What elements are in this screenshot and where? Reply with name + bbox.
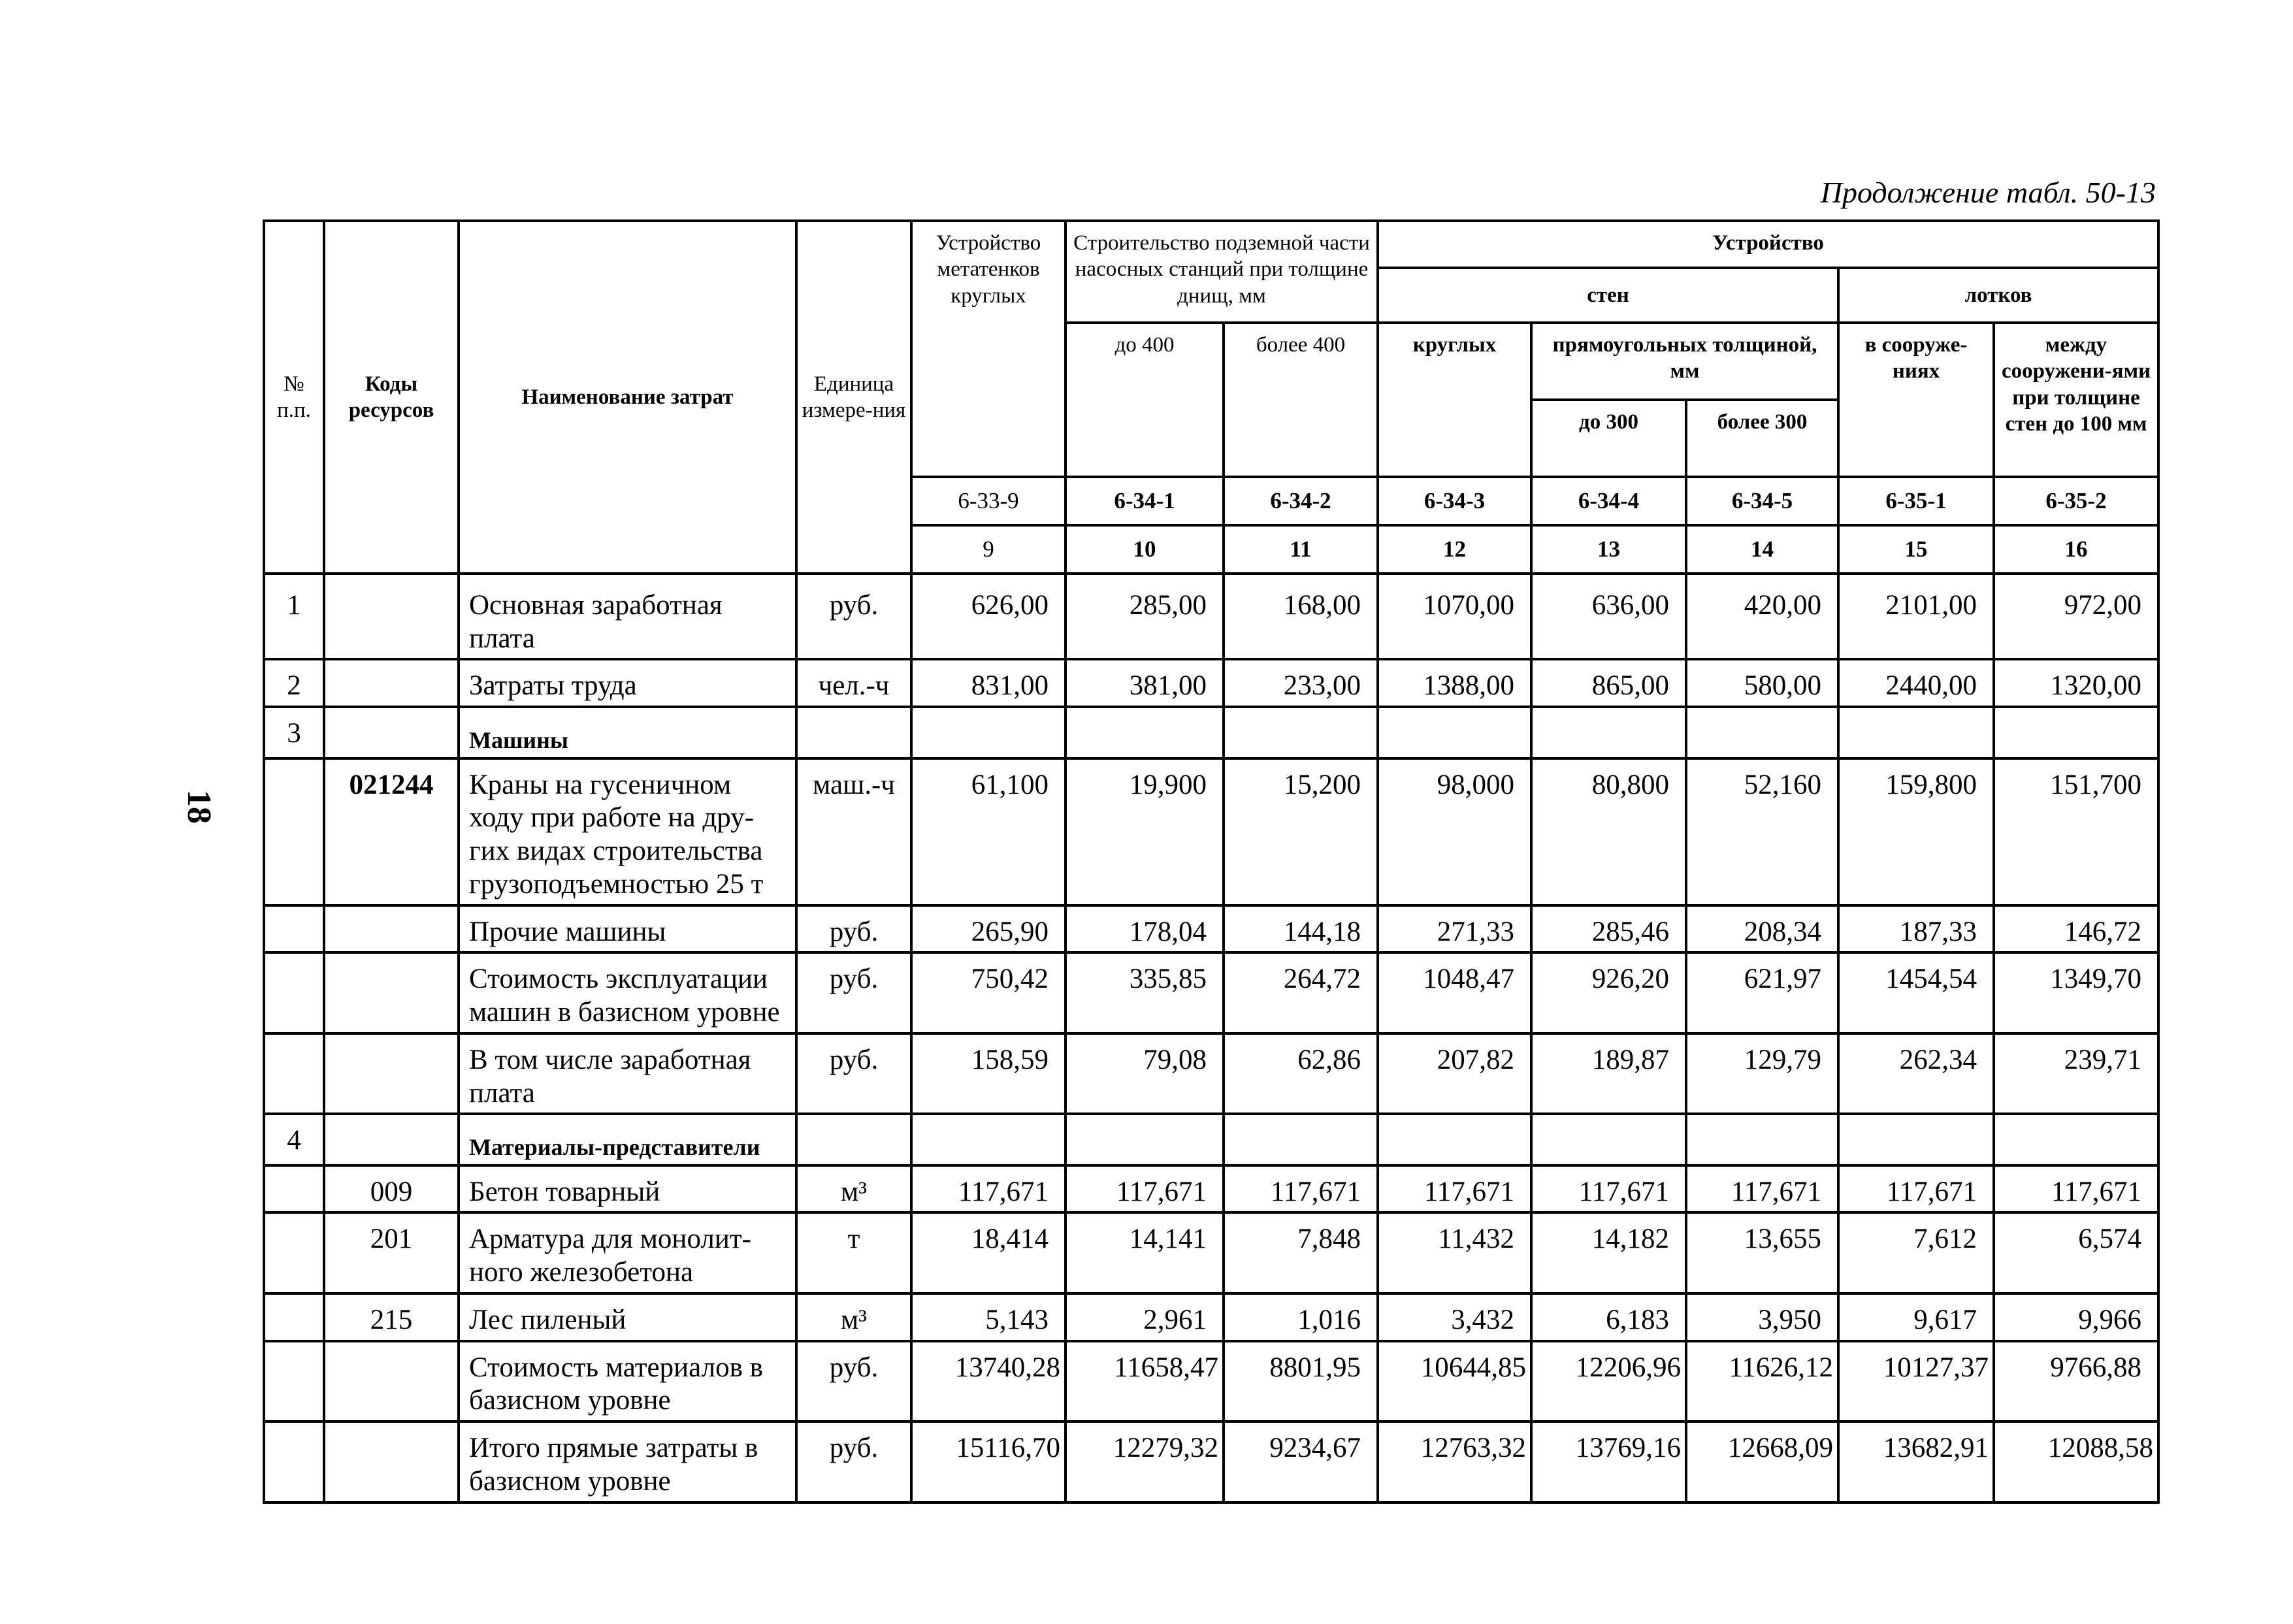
value-cell: 5,143 <box>911 1293 1065 1341</box>
value-cell <box>1378 1114 1531 1165</box>
header-g2b: более 400 <box>1224 323 1378 477</box>
value-cell: 19,900 <box>1065 758 1224 905</box>
header-code: 6-34-1 <box>1065 477 1224 525</box>
table-row <box>264 905 2158 953</box>
value-cell <box>1686 1114 1838 1165</box>
value-cell: 1320,00 <box>1994 659 2158 707</box>
header-rect-a: до 300 <box>1531 400 1686 477</box>
header-code: 6-34-2 <box>1224 477 1378 525</box>
row-number <box>264 1165 324 1213</box>
header-colnum: 11 <box>1224 525 1378 574</box>
resource-code <box>324 574 459 659</box>
header-num: № п.п. <box>264 221 324 574</box>
value-cell: 117,671 <box>1378 1165 1531 1213</box>
cost-name: Основная заработная плата <box>459 574 796 659</box>
value-cell: 15,200 <box>1224 758 1378 905</box>
header-tray-in: в сооруже-ниях <box>1838 323 1994 477</box>
cost-name: Стоимость материалов в базисном уровне <box>459 1341 796 1421</box>
value-cell: 285,46 <box>1531 905 1686 953</box>
header-colnum: 14 <box>1686 525 1838 574</box>
value-cell: 9,617 <box>1838 1293 1994 1341</box>
value-cell: 381,00 <box>1065 659 1224 707</box>
table-row <box>264 1341 2158 1421</box>
unit: м³ <box>796 1165 911 1213</box>
cost-name: Краны на гусеничном ходу при работе на дру-гих видах строительства грузоподъемностью 25 т <box>459 758 796 905</box>
value-cell <box>1686 707 1838 758</box>
value-cell <box>1531 707 1686 758</box>
value-cell: 12206,96 <box>1531 1341 1686 1421</box>
value-cell: 335,85 <box>1065 952 1224 1033</box>
value-cell: 12279,32 <box>1065 1421 1224 1502</box>
resource-code <box>324 905 459 953</box>
value-cell: 129,79 <box>1686 1033 1838 1114</box>
value-cell: 13682,91 <box>1838 1421 1994 1502</box>
unit: чел.-ч <box>796 659 911 707</box>
resource-code: 215 <box>324 1293 459 1341</box>
value-cell: 14,141 <box>1065 1212 1224 1293</box>
header-unit: Единица измере-ния <box>796 221 911 574</box>
value-cell: 168,00 <box>1224 574 1378 659</box>
value-cell: 1,016 <box>1224 1293 1378 1341</box>
row-number <box>264 758 324 905</box>
unit: маш.-ч <box>796 758 911 905</box>
value-cell: 18,414 <box>911 1212 1065 1293</box>
value-cell: 6,183 <box>1531 1293 1686 1341</box>
header-colnum: 12 <box>1378 525 1531 574</box>
value-cell: 233,00 <box>1224 659 1378 707</box>
cost-name: В том числе заработная плата <box>459 1033 796 1114</box>
value-cell: 271,33 <box>1378 905 1531 953</box>
cost-name: Материалы-представители <box>459 1114 796 1165</box>
cost-name: Итого прямые затраты в базисном уровне <box>459 1421 796 1502</box>
value-cell <box>1838 1114 1994 1165</box>
table-row <box>264 1212 2158 1293</box>
unit: т <box>796 1212 911 1293</box>
value-cell <box>1531 1114 1686 1165</box>
resource-code <box>324 1421 459 1502</box>
header-g3: Устройство <box>1378 221 2158 268</box>
value-cell: 8801,95 <box>1224 1341 1378 1421</box>
unit: м³ <box>796 1293 911 1341</box>
header-tray-between: между сооружени-ями при толщине стен до 100 мм <box>1994 323 2158 477</box>
unit <box>796 1114 911 1165</box>
value-cell: 13,655 <box>1686 1212 1838 1293</box>
table-header <box>264 221 2158 574</box>
value-cell: 98,000 <box>1378 758 1531 905</box>
header-rect-b: более 300 <box>1686 400 1838 477</box>
row-number <box>264 1341 324 1421</box>
value-cell: 79,08 <box>1065 1033 1224 1114</box>
value-cell: 6,574 <box>1994 1212 2158 1293</box>
value-cell: 9234,67 <box>1224 1421 1378 1502</box>
resource-code <box>324 659 459 707</box>
resource-code: 009 <box>324 1165 459 1213</box>
value-cell: 117,671 <box>1838 1165 1994 1213</box>
value-cell: 621,97 <box>1686 952 1838 1033</box>
value-cell: 636,00 <box>1531 574 1686 659</box>
value-cell: 61,100 <box>911 758 1065 905</box>
unit: руб. <box>796 1341 911 1421</box>
value-cell <box>1224 707 1378 758</box>
value-cell: 3,950 <box>1686 1293 1838 1341</box>
value-cell: 117,671 <box>911 1165 1065 1213</box>
value-cell: 580,00 <box>1686 659 1838 707</box>
value-cell: 117,671 <box>1065 1165 1224 1213</box>
value-cell: 1388,00 <box>1378 659 1531 707</box>
value-cell: 972,00 <box>1994 574 2158 659</box>
header-code: 6-34-3 <box>1378 477 1531 525</box>
value-cell: 146,72 <box>1994 905 2158 953</box>
value-cell <box>1065 1114 1224 1165</box>
value-cell: 1048,47 <box>1378 952 1531 1033</box>
resource-code: 201 <box>324 1212 459 1293</box>
resource-code <box>324 952 459 1033</box>
header-name: Наименование затрат <box>459 221 796 574</box>
value-cell: 12763,32 <box>1378 1421 1531 1502</box>
value-cell <box>1994 707 2158 758</box>
cost-name: Машины <box>459 707 796 758</box>
row-number <box>264 1421 324 1502</box>
value-cell <box>1994 1114 2158 1165</box>
table-row <box>264 574 2158 659</box>
value-cell <box>1224 1114 1378 1165</box>
cost-name: Прочие машины <box>459 905 796 953</box>
table-row <box>264 758 2158 905</box>
value-cell: 62,86 <box>1224 1033 1378 1114</box>
value-cell: 7,612 <box>1838 1212 1994 1293</box>
value-cell: 159,800 <box>1838 758 1994 905</box>
cost-name: Бетон товарный <box>459 1165 796 1213</box>
row-number: 1 <box>264 574 324 659</box>
value-cell: 831,00 <box>911 659 1065 707</box>
header-colnum: 13 <box>1531 525 1686 574</box>
value-cell: 117,671 <box>1531 1165 1686 1213</box>
value-cell: 1454,54 <box>1838 952 1994 1033</box>
resource-code: 021244 <box>324 758 459 905</box>
table-row <box>264 952 2158 1033</box>
value-cell: 265,90 <box>911 905 1065 953</box>
header-colnum: 16 <box>1994 525 2158 574</box>
value-cell: 117,671 <box>1224 1165 1378 1213</box>
value-cell: 13740,28 <box>911 1341 1065 1421</box>
row-number: 2 <box>264 659 324 707</box>
value-cell <box>1065 707 1224 758</box>
value-cell: 262,34 <box>1838 1033 1994 1114</box>
value-cell: 11,432 <box>1378 1212 1531 1293</box>
section-row <box>264 1114 2158 1165</box>
header-code: 6-35-2 <box>1994 477 2158 525</box>
header-code: 6-35-1 <box>1838 477 1994 525</box>
value-cell: 926,20 <box>1531 952 1686 1033</box>
value-cell <box>911 1114 1065 1165</box>
table-row <box>264 1165 2158 1213</box>
value-cell: 144,18 <box>1224 905 1378 953</box>
unit: руб. <box>796 574 911 659</box>
table-row <box>264 659 2158 707</box>
section-row <box>264 707 2158 758</box>
value-cell: 187,33 <box>1838 905 1994 953</box>
resource-code <box>324 1341 459 1421</box>
value-cell: 11626,12 <box>1686 1341 1838 1421</box>
value-cell: 10644,85 <box>1378 1341 1531 1421</box>
header-code: 6-33-9 <box>911 477 1065 525</box>
value-cell: 285,00 <box>1065 574 1224 659</box>
table-row <box>264 1293 2158 1341</box>
header-g2: Строительство подземной части насосных станций при толщине днищ, мм <box>1065 221 1378 323</box>
value-cell: 158,59 <box>911 1033 1065 1114</box>
value-cell: 80,800 <box>1531 758 1686 905</box>
value-cell: 2101,00 <box>1838 574 1994 659</box>
cost-table <box>263 219 2160 1504</box>
value-cell: 208,34 <box>1686 905 1838 953</box>
table-row <box>264 1033 2158 1114</box>
value-cell: 750,42 <box>911 952 1065 1033</box>
value-cell: 11658,47 <box>1065 1341 1224 1421</box>
page-number: 18 <box>180 790 218 824</box>
value-cell: 12088,58 <box>1994 1421 2158 1502</box>
table-caption: Продолжение табл. 50-13 <box>1820 176 2156 209</box>
header-colnum: 9 <box>911 525 1065 574</box>
header-walls: стен <box>1378 268 1838 323</box>
value-cell: 9766,88 <box>1994 1341 2158 1421</box>
value-cell: 117,671 <box>1686 1165 1838 1213</box>
row-number <box>264 905 324 953</box>
header-colnum: 15 <box>1838 525 1994 574</box>
header-colnum: 10 <box>1065 525 1224 574</box>
value-cell: 2440,00 <box>1838 659 1994 707</box>
value-cell: 189,87 <box>1531 1033 1686 1114</box>
unit: руб. <box>796 905 911 953</box>
table-body <box>264 574 2158 1502</box>
value-cell: 52,160 <box>1686 758 1838 905</box>
value-cell: 178,04 <box>1065 905 1224 953</box>
value-cell: 3,432 <box>1378 1293 1531 1341</box>
cost-name: Затраты труда <box>459 659 796 707</box>
value-cell: 2,961 <box>1065 1293 1224 1341</box>
value-cell: 10127,37 <box>1838 1341 1994 1421</box>
value-cell: 14,182 <box>1531 1212 1686 1293</box>
value-cell: 7,848 <box>1224 1212 1378 1293</box>
row-number <box>264 1293 324 1341</box>
row-number <box>264 1033 324 1114</box>
header-g2a: до 400 <box>1065 323 1224 477</box>
row-number <box>264 1212 324 1293</box>
value-cell: 13769,16 <box>1531 1421 1686 1502</box>
row-number: 4 <box>264 1114 324 1165</box>
resource-code <box>324 1033 459 1114</box>
row-number <box>264 952 324 1033</box>
value-cell: 9,966 <box>1994 1293 2158 1341</box>
value-cell <box>1838 707 1994 758</box>
header-g1: Устройство метатенков круглых <box>911 221 1065 477</box>
cost-name: Лес пиленый <box>459 1293 796 1341</box>
value-cell: 264,72 <box>1224 952 1378 1033</box>
value-cell <box>1378 707 1531 758</box>
value-cell: 239,71 <box>1994 1033 2158 1114</box>
value-cell: 15116,70 <box>911 1421 1065 1502</box>
unit: руб. <box>796 1033 911 1114</box>
table-row <box>264 1421 2158 1502</box>
resource-code <box>324 1114 459 1165</box>
cost-name: Стоимость эксплуатации машин в базисном уровне <box>459 952 796 1033</box>
header-code: 6-34-5 <box>1686 477 1838 525</box>
value-cell: 865,00 <box>1531 659 1686 707</box>
value-cell: 12668,09 <box>1686 1421 1838 1502</box>
header-round: круглых <box>1378 323 1531 477</box>
value-cell: 420,00 <box>1686 574 1838 659</box>
cost-name: Арматура для монолит-ного железобетона <box>459 1212 796 1293</box>
value-cell: 207,82 <box>1378 1033 1531 1114</box>
unit: руб. <box>796 952 911 1033</box>
value-cell: 117,671 <box>1994 1165 2158 1213</box>
row-number: 3 <box>264 707 324 758</box>
unit <box>796 707 911 758</box>
header-codes: Коды ресурсов <box>324 221 459 574</box>
value-cell: 1070,00 <box>1378 574 1531 659</box>
header-trays: лотков <box>1838 268 2158 323</box>
unit: руб. <box>796 1421 911 1502</box>
value-cell: 1349,70 <box>1994 952 2158 1033</box>
resource-code <box>324 707 459 758</box>
header-rect: прямоугольных толщиной, мм <box>1531 323 1838 400</box>
value-cell: 626,00 <box>911 574 1065 659</box>
value-cell: 151,700 <box>1994 758 2158 905</box>
header-code: 6-34-4 <box>1531 477 1686 525</box>
value-cell <box>911 707 1065 758</box>
